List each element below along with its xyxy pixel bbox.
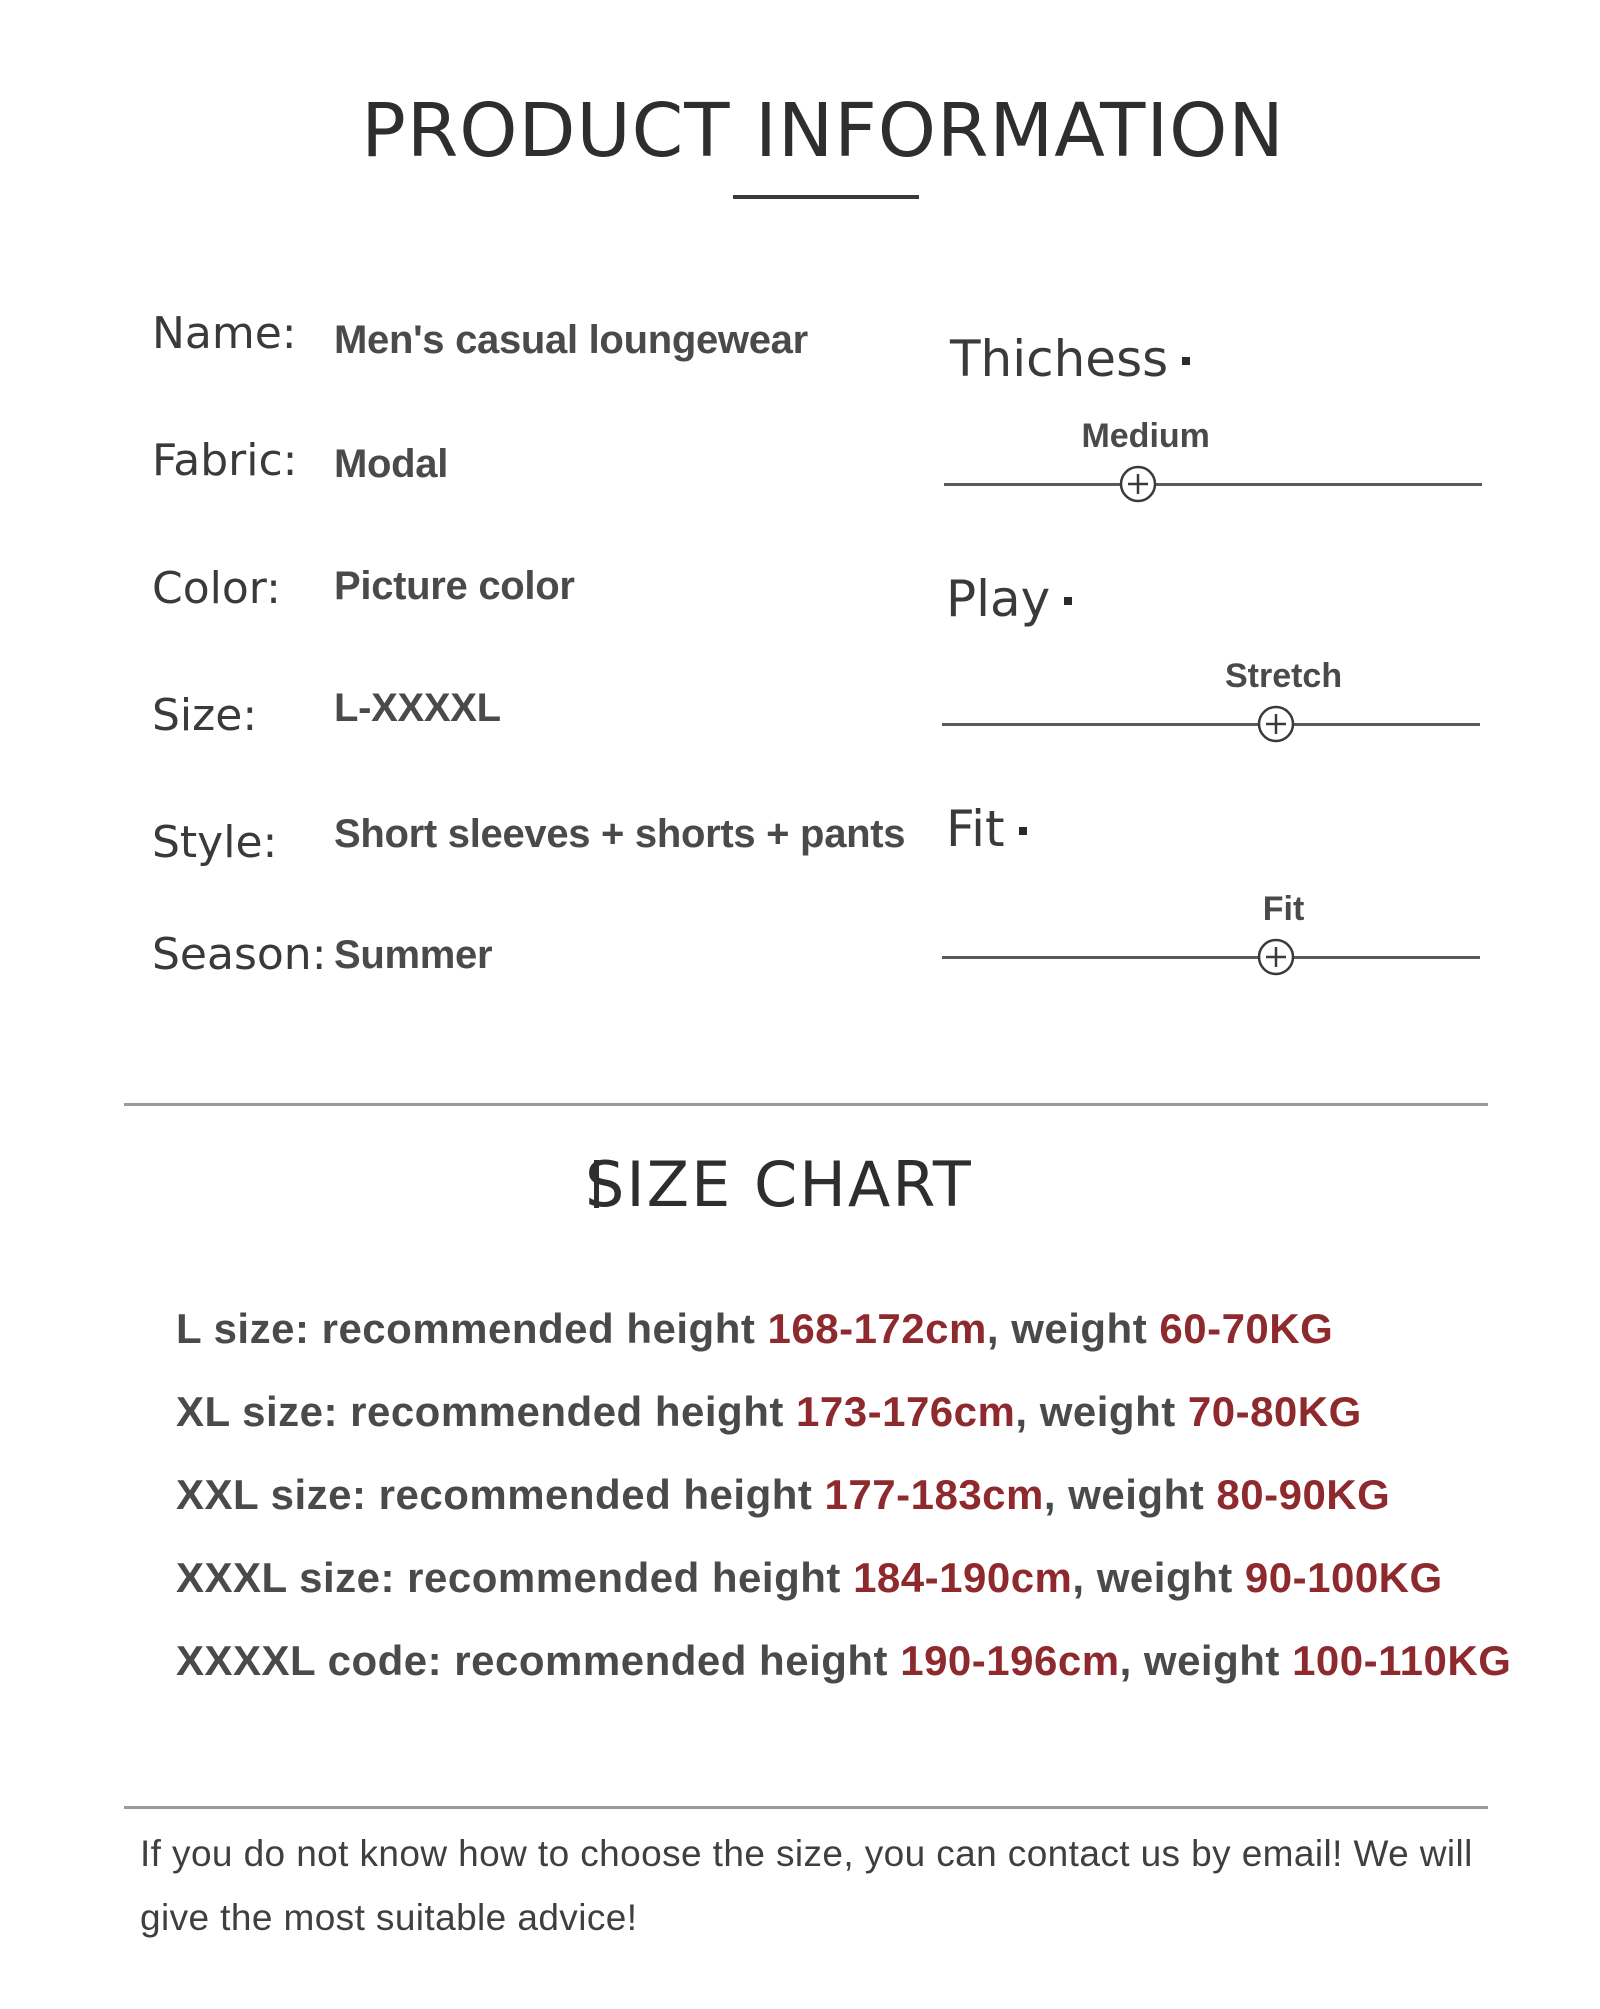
size-row-mid: , weight [1072,1554,1245,1601]
page-title: PRODUCT INFORMATION [361,88,1285,174]
meter-thickness-title: Thichess [950,330,1169,388]
info-label-size: Size: [152,690,258,741]
plus-circle-icon [1257,705,1295,743]
size-row-prefix: XXXL size: recommended height [176,1554,854,1601]
size-row-weight: 80-90KG [1216,1471,1391,1518]
size-row-height: 190-196cm [900,1637,1120,1684]
size-row-weight: 70-80KG [1187,1388,1362,1435]
title-underline [733,195,919,199]
size-row-mid: , weight [1015,1388,1188,1435]
size-row [176,1305,1333,1353]
info-value-name: Men's casual loungewear [334,318,808,362]
meter-play [946,570,1072,628]
info-label-style: Style: [152,817,278,868]
info-value-size: L-XXXXL [334,686,501,730]
plus-circle-icon [1119,465,1157,503]
meter-thickness-level-label: Medium [1081,417,1210,455]
meter-play-title: Play [946,570,1051,628]
meter-fit [946,800,1027,858]
size-row-prefix: XXXXL code: recommended height [176,1637,901,1684]
bullet-icon [1019,827,1027,835]
size-row [176,1637,1511,1685]
size-row [176,1388,1362,1436]
info-label-color: Color: [152,563,281,614]
size-row-prefix: XXL size: recommended height [176,1471,825,1518]
meter-thickness-track [944,483,1482,486]
meter-play-level-label: Stretch [1224,657,1343,695]
meter-thickness [950,330,1190,388]
info-label-fabric: Fabric: [152,435,298,486]
meter-fit-title: Fit [946,800,1005,858]
footer-divider [124,1806,1488,1809]
size-row-weight: 90-100KG [1244,1554,1443,1601]
size-row-height: 173-176cm [796,1388,1016,1435]
info-value-color: Picture color [334,564,575,608]
size-row-prefix: XL size: recommended height [176,1388,797,1435]
info-value-style: Short sleeves + shorts + pants [334,812,906,856]
size-row-mid: , weight [1119,1637,1293,1684]
info-value-fabric: Modal [334,442,449,486]
size-row [176,1471,1390,1519]
meter-fit-track [942,956,1480,959]
bullet-icon [1064,597,1072,605]
size-row-mid: , weight [986,1305,1160,1352]
size-row-weight: 100-110KG [1292,1637,1512,1684]
size-row-weight: 60-70KG [1159,1305,1334,1352]
info-label-season: Season: [152,929,327,980]
bullet-icon [1182,357,1190,365]
meter-fit-level-label: Fit [1262,890,1305,928]
size-row [176,1554,1443,1602]
size-row-mid: , weight [1043,1471,1217,1518]
size-row-height: 177-183cm [824,1471,1044,1518]
section-divider [124,1103,1488,1106]
info-label-name: Name: [152,308,297,359]
size-row-height: 168-172cm [767,1305,987,1352]
meter-play-track [942,723,1480,726]
size-row-prefix: L size: recommended height [176,1305,768,1352]
footer-note: If you do not know how to choose the size, you can contact us by email! We will give the most suitable advice! [140,1833,1473,1938]
size-chart-title: SIZE CHART [585,1148,973,1221]
plus-circle-icon [1257,938,1295,976]
size-row-height: 184-190cm [853,1554,1073,1601]
info-value-season: Summer [334,933,493,977]
